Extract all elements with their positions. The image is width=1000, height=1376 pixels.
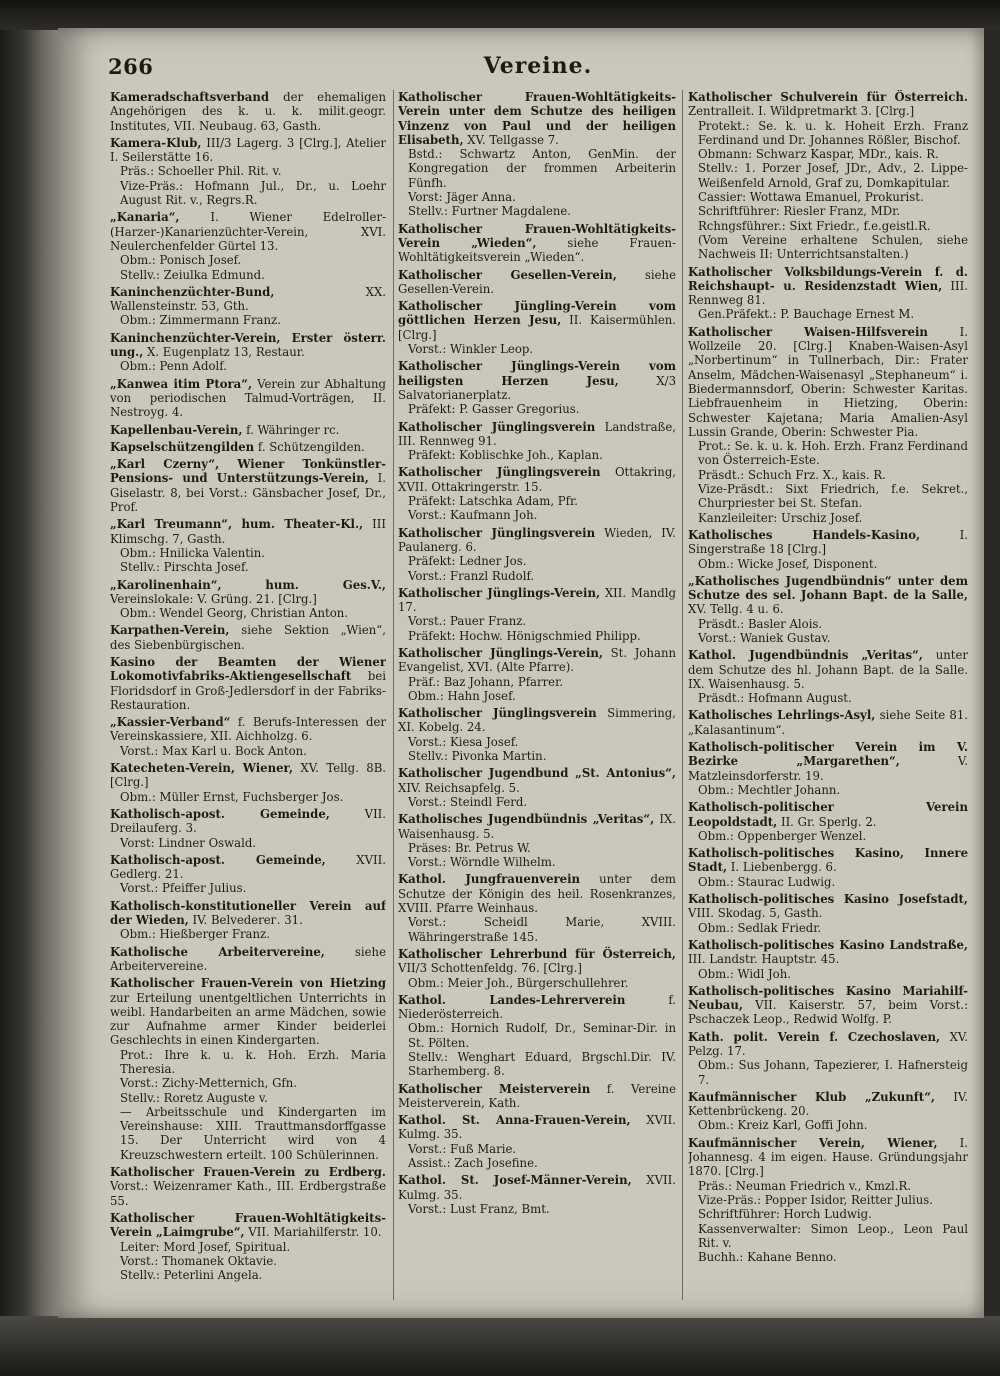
entry-name: Kaninchenzüchter-Bund, [110, 284, 275, 299]
entry-detail-line: Prot.: Ihre k. u. k. Hoh. Erzh. Maria Theresia. [120, 1047, 386, 1076]
directory-entry [398, 812, 676, 869]
entry-detail-line: Präs.: Neuman Friedrich v., Kmzl.R. [698, 1178, 911, 1193]
entry-name: Katholische Arbeitervereine, [110, 944, 325, 959]
entry-text: unter dem Schutze des hl. Johann Bapt. de la Salle. IX. Waisenhausg. 5. [688, 648, 968, 691]
entry-detail-line: Obm.: Wendel Georg, Christian Anton. [120, 606, 349, 621]
entry-detail-line: Vorst.: Lust Franz, Bmt. [408, 1201, 550, 1216]
directory-entry [688, 892, 968, 935]
entry-detail-line: Stellv.: Zeiulka Edmund. [120, 267, 265, 282]
entry-detail-line: Obm.: Staurac Ludwig. [698, 874, 836, 889]
directory-entry [110, 285, 386, 328]
entry-detail-line: Präf.: Baz Johann, Pfarrer. [408, 674, 564, 689]
entry-name: Katholischer Jüngling-Verein vom göttlichen Herzen Jesu, [398, 299, 676, 328]
entry-detail-line: Vorst.: Wörndle Wilhelm. [408, 855, 556, 870]
directory-entry [110, 899, 386, 942]
entry-text: XVII. Kulmg. 35. [398, 1173, 676, 1202]
entry-name: Katholisch-apost. Gemeinde, [110, 852, 326, 867]
entry-detail-line: Stellv.: Roretz Auguste v. [120, 1090, 268, 1105]
entry-name: Katholischer Frauen-Verein von Hietzing [110, 976, 386, 991]
directory-entry [688, 740, 968, 797]
entry-text: II. Gr. Sperlg. 2. [780, 814, 877, 829]
entry-name: Katholischer Frauen-Wohltätigkeits-Verein unter dem Schutze des heiligen Vinzenz von Paul und der heiligen Elisabeth, [398, 90, 676, 147]
directory-entry [688, 938, 968, 981]
entry-name: Kamera-Klub, [110, 135, 202, 150]
entry-detail-line: Obm.: Ponisch Josef. [120, 253, 242, 268]
entry-text: siehe Arbeitervereine. [110, 944, 386, 973]
scan-bottom-edge [0, 1316, 1000, 1376]
entry-text: III. Landstr. Hauptstr. 45. [688, 952, 840, 967]
entry-detail-line: Vize-Präsdt.: Sixt Friedrich, f.e. Sekret., Churpriester bei St. Stefan. [698, 482, 968, 511]
entry-name: Katholisch-politisches Kasino Landstraße, [688, 937, 968, 952]
directory-entry [398, 646, 676, 703]
entry-detail-line: Vorst.: Fuß Marie. [408, 1141, 517, 1156]
entry-detail-line: Präfekt: Latschka Adam, Pfr. [408, 494, 578, 509]
entry-detail-line: Vorst.: Kiesa Josef. [408, 734, 519, 749]
entry-detail-line: Vorst.: Pfeiffer Julius. [120, 881, 247, 896]
directory-entry [110, 440, 386, 454]
entry-name: Katholischer Jünglingsverein [398, 525, 596, 540]
entry-text: Verein zur Abhaltung von periodischen Talmud-Vorträgen, II. Nestroyg. 4. [110, 376, 386, 420]
entry-detail-line: Präfekt: Ledner Jos. [408, 554, 527, 569]
entry-detail-line: Buchh.: Kahane Benno. [698, 1250, 837, 1265]
entry-text: IX. Waisenhausg. 5. [398, 812, 676, 841]
entry-detail-line: Präfekt: P. Gasser Gregorius. [408, 402, 580, 417]
entry-detail-line: Vorst: Jäger Anna. [408, 190, 516, 205]
entry-detail-line: Präses: Br. Petrus W. [408, 840, 531, 855]
entry-text: XV. Tellg. 8B. [Clrg.] [110, 761, 386, 790]
entry-name: Katholisch-politisches Kasino, Innere Stadt, [688, 846, 968, 875]
entry-text: IV. Belvederег. 31. [192, 913, 303, 928]
entry-text: II. Kaisermühlen. [Clrg.] [398, 313, 676, 342]
entry-detail-line: Rchngsführer.: Sixt Friedr., f.e.geistl.R. [698, 218, 931, 233]
entry-name: Kaninchenzüchter-Verein, Erster österr. ung., [110, 330, 386, 360]
entry-text: X/3 Salvatorianerplatz. [398, 373, 676, 402]
scan-top-edge [0, 0, 1000, 30]
entry-name: Katholisch-politischer Verein im V. Bezirke „Margarethen“, [688, 740, 968, 769]
entry-detail-line: Vorst.: Zichy-Metternich, Gfn. [120, 1076, 297, 1091]
entry-text: XX. Wallensteinstr. 53, Gth. [110, 284, 386, 314]
directory-entry [110, 761, 386, 804]
entry-name: Kaufmännischer Klub „Zukunft“, [688, 1089, 935, 1104]
entry-detail-line: Obm.: Sedlak Friedr. [698, 920, 822, 935]
entry-detail-line: Obm.: Oppenberger Wenzel. [698, 828, 867, 843]
entry-name: Katholisch-apost. Gemeinde, [110, 806, 330, 821]
entry-name: Karpathen-Verein, [110, 623, 230, 638]
entry-text: f. Währinger rc. [246, 422, 340, 437]
directory-entry [688, 708, 968, 737]
entry-detail-line: Vize-Präs.: Hofmann Jul., Dr., u. Loehr August Rit. v., Regrs.R. [120, 178, 386, 208]
entry-text: X. Eugenplatz 13, Restaur. [147, 345, 305, 360]
book-spine-edge [0, 0, 62, 1376]
entry-name: Katholischer Jünglings-Verein, [398, 645, 603, 660]
entry-name: Katholischer Frauen-Wohltätigkeits-Verein „Laimgrube“, [110, 1210, 386, 1240]
entry-detail-line: Vorst.: Thomanek Oktavie. [120, 1253, 278, 1268]
column-3 [688, 90, 968, 1300]
entry-detail-line: Präfekt: Koblischke Joh., Kaplan. [408, 448, 603, 463]
directory-entry [110, 1211, 386, 1282]
running-title: Vereine. [483, 53, 593, 79]
page-header [108, 50, 968, 84]
entry-detail-line: Obm.: Hahn Josef. [408, 688, 516, 703]
directory-entry [398, 1082, 676, 1111]
entry-name: Kathol. Jugendbündnis „Veritas“, [688, 648, 923, 663]
directory-entry [110, 90, 386, 133]
entry-name: „Karl Treumann“, hum. Theater-Kl., [110, 517, 364, 532]
entry-text: III/3 Lagerg. 3 [Clrg.], Atelier I. Seilerstätte 16. [110, 135, 386, 165]
entry-detail-line: Obm.: Hießberger Franz. [120, 927, 270, 942]
entry-text: siehe Seite 81. „Kalasantinum“. [688, 708, 968, 737]
entry-name: Katholischer Frauen-Wohltätigkeits-Verein „Wieden“, [398, 221, 676, 250]
directory-entry [110, 976, 386, 1162]
entry-detail-line: Präsdt.: Schuch Frz. X., kais. R. [698, 467, 886, 482]
entry-text: Zentralleit. I. Wildpretmarkt 3. [Clrg.] [688, 104, 915, 119]
entry-detail-line: Stellv.: Peterlini Angela. [120, 1268, 263, 1283]
entry-name: Katholischer Jünglings-Verein vom heiligsten Herzen Jesu, [398, 359, 676, 388]
entry-text: XV. Tellgasse 7. [467, 132, 559, 147]
entry-detail-line: Leiter: Mord Josef, Spiritual. [120, 1239, 291, 1254]
entry-name: Katholischer Gesellen-Verein, [398, 267, 617, 282]
entry-detail-line: Stellv.: Furtner Magdalene. [408, 204, 572, 219]
entry-name: Katholischer Frauen-Verein zu Erdberg. [110, 1165, 386, 1180]
directory-entry [110, 1165, 386, 1208]
entry-detail-line: Obm.: Hnilicka Valentin. [120, 545, 265, 560]
directory-entry [398, 1173, 676, 1216]
directory-entry [110, 210, 386, 281]
directory-entry [688, 528, 968, 571]
entry-text: siehe Gesellen-Verein. [398, 267, 676, 296]
directory-entry [398, 299, 676, 356]
directory-entry [688, 325, 968, 525]
entry-text: siehe Frauen-Wohltätigkeitsverein „Wieden“. [398, 235, 676, 265]
directory-entry [110, 623, 386, 652]
entry-text: I. Giselastr. 8, bei Vorst.: Gänsbacher Josef, Dr., Prof. [110, 471, 386, 515]
entry-text: siehe Sektion „Wien“, des Siebenbürgischen. [110, 623, 386, 652]
entry-detail-line: Gen.Präfekt.: P. Bauchage Ernest M. [698, 307, 915, 322]
entry-detail-line: Vorst.: Pauer Franz. [408, 614, 527, 629]
entry-text: XVII. Kulmg. 35. [398, 1113, 676, 1142]
entry-detail-line: Obm.: Müller Ernst, Fuchsberger Jos. [120, 789, 344, 804]
directory-entry [398, 993, 676, 1079]
entry-detail-line: Assist.: Zach Josefine. [408, 1156, 538, 1171]
entry-name: Kaufmännischer Verein, Wiener, [688, 1135, 938, 1150]
directory-entry [688, 984, 968, 1027]
entry-detail-line: Obm.: Sus Johann, Tapezierer, I. Hafnersteig 7. [698, 1058, 968, 1087]
entry-name: Katholisch-politisches Kasino Josefstadt, [688, 892, 968, 907]
directory-entry [398, 947, 676, 990]
directory-entry [110, 517, 386, 574]
entry-detail-line: Vorst.: Waniek Gustav. [698, 630, 831, 645]
entry-text: XII. Mandlg 17. [398, 585, 676, 615]
entry-detail-line: Obmann: Schwarz Kaspar, MDr., kais. R. [698, 147, 939, 162]
entry-text: Vorst.: Weizenramer Kath., III. Erdbergstraße 55. [110, 1179, 386, 1208]
entry-text: IV. Kettenbrückeng. 20. [688, 1089, 968, 1119]
column-2 [398, 90, 676, 1300]
entry-detail-line: Schriftführer: Horch Ludwig. [698, 1207, 872, 1222]
entry-name: Katholisch-politischer Verein Leopoldstadt, [688, 800, 968, 829]
entry-detail-line: Kassenverwalter: Simon Leop., Leon Paul Rit. v. [698, 1221, 968, 1250]
entry-text: XVII. Gedlerg. 21. [110, 852, 386, 882]
entry-detail-line: Cassier: Wottawa Emanuel, Prokurist. [698, 190, 924, 205]
entry-text: der ehemaligen Angehörigen des k. u. k. milit.geogr. Institutes, VII. Neubaug. 63, Gasth. [110, 90, 386, 133]
entry-detail-line: Vorst.: Max Karl u. Bock Anton. [120, 743, 307, 758]
entry-name: Kath. polit. Verein f. Czechoslaven, [688, 1029, 941, 1044]
directory-entry [398, 586, 676, 643]
entry-name: Katholisches Jugendbündnis „Veritas“, [398, 812, 655, 827]
entry-detail-line: Präs.: Schoeller Phil. Rit. v. [120, 164, 282, 179]
entry-text: VIII. Skodag. 5, Gasth. [688, 906, 823, 921]
entry-name: Kapselschützengilden [110, 439, 255, 454]
directory-entry [110, 423, 386, 437]
directory-entry [688, 800, 968, 843]
entry-name: „Kanwea itim Ptora“, [110, 376, 253, 391]
entry-detail-line: Obm.: Zimmermann Franz. [120, 313, 281, 328]
entry-name: Katholischer Lehrerbund für Österreich, [398, 946, 676, 961]
entry-text: VII. Kaiserstr. 57, beim Vorst.: Pschaczek Leop., Redwid Wolfg. P. [688, 998, 968, 1027]
entry-text: VII/3 Schottenfeldg. 76. [Clrg.] [398, 961, 582, 976]
entry-detail-line: Obm.: Hornich Rudolf, Dr., Seminar-Dir. in St. Pölten. [408, 1021, 676, 1050]
entry-detail-line: Stellv.: 1. Porzer Josef, JDr., Adv., 2. Lippe-Weißenfeld Arnold, Graf zu, Domkapitular. [698, 161, 968, 190]
entry-detail-line: Schriftführer: Riesler Franz, MDr. [698, 204, 901, 219]
directory-entry [110, 136, 386, 207]
entry-detail-line: Protekt.: Se. k. u. k. Hoheit Erzh. Franz Ferdinand und Dr. Johannes Rößler, Bischof. [698, 118, 968, 147]
entry-detail-line: Obm.: Penn Adolf. [120, 359, 227, 374]
entry-text: bei Floridsdorf in Groß-Jedlersdorf in der Fabriks-Restauration. [110, 669, 386, 712]
entry-name: Katecheten-Verein, Wiener, [110, 761, 293, 776]
entry-name: Kathol. St. Josef-Männer-Verein, [398, 1173, 632, 1188]
entry-name: „Karolinenhain“, hum. Ges.V., [110, 577, 386, 592]
entry-text: XV. Tellg. 4 u. 6. [688, 602, 784, 617]
book-page [58, 28, 984, 1318]
directory-entry [688, 846, 968, 889]
page-number: 266 [108, 54, 154, 79]
directory-entry [398, 1113, 676, 1170]
entry-text: zur Erteilung unentgeltlichen Unterrichts in weibl. Handarbeiten an arme Mädchen, sowie zur Aufnahme armer Kinder beiderlei Geschlechts in einen Kindergarten. [110, 990, 386, 1048]
entry-text: I. Liebenbergg. 6. [730, 860, 837, 875]
entry-text: VII. Dreilauferg. 3. [110, 806, 386, 836]
entry-name: Katholisch-politisches Kasino Mariahilf-Neubau, [688, 983, 968, 1013]
entry-detail-line: Vorst: Lindner Oswald. [120, 835, 257, 850]
entry-detail-line: Stellv.: Wenghart Eduard, Brgschl.Dir. IV. Starhemberg. 8. [408, 1050, 676, 1079]
directory-entry [110, 945, 386, 974]
entry-name: Katholischer Jünglingsverein [398, 706, 597, 721]
entry-detail-line: Präfekt: Hochw. Hönigschmied Philipp. [408, 628, 641, 643]
entry-name: „Kassier-Verband“ [110, 715, 231, 730]
entry-name: Kasino der Beamten der Wiener Lokomotivfabriks-Aktiengesellschaft [110, 654, 386, 684]
directory-entry [398, 766, 676, 809]
entry-text: Simmering, XI. Kobelg. 24. [398, 706, 676, 735]
entry-name: Katholisches Handels-Kasino, [688, 527, 921, 542]
entry-name: Kathol. Jungfrauenverein [398, 872, 581, 887]
column-1 [110, 90, 386, 1300]
directory-entry [398, 268, 676, 297]
entry-detail-line: Vize-Präs.: Popper Isidor, Reitter Julius. [698, 1192, 933, 1207]
entry-detail-line: Kanzleileiter: Urschiz Josef. [698, 510, 863, 525]
directory-entry [688, 1090, 968, 1133]
directory-entry [688, 1136, 968, 1265]
entry-text: I. Johannesg. 4 im eigen. Hause. Gründungsjahr 1870. [Clrg.] [688, 1135, 968, 1179]
entry-text: Landstraße, III. Rennweg 91. [398, 419, 676, 448]
directory-entry [110, 457, 386, 514]
entry-text: VII. Mariahilferstr. 10. [248, 1225, 382, 1240]
entry-text: V. Matzleinsdorferstr. 19. [688, 754, 968, 783]
entry-text: III Klimschg. 7, Gasth. [110, 517, 386, 546]
entry-name: Katholischer Jünglingsverein [398, 419, 596, 434]
directory-entry [398, 359, 676, 416]
entry-text: XV. Pelzg. 17. [688, 1029, 968, 1058]
entry-text: f. Niederösterreich. [398, 992, 676, 1022]
column-rule [682, 90, 683, 1300]
entry-detail-line: Prot.: Se. k. u. k. Hoh. Erzh. Franz Ferdinand von Österreich-Este. [698, 439, 968, 468]
directory-entry [688, 90, 968, 262]
entry-detail-line: Präsdt.: Hofmann August. [698, 691, 852, 706]
directory-entry [398, 526, 676, 583]
entry-text: I. Singerstraße 18 [Clrg.] [688, 527, 968, 557]
entry-detail-line: — Arbeitsschule und Kindergarten im Vereinshause: XIII. Trauttmansdorffgasse 15. Der Unterricht wird von 4 Kreuzschwestern erteilt. 100 Schülerinnen. [120, 1104, 386, 1162]
entry-detail-line: Vorst.: Winkler Leop. [408, 342, 534, 357]
entry-detail-line: Obm.: Widl Joh. [698, 966, 791, 981]
directory-entry [688, 574, 968, 645]
directory-entry [110, 715, 386, 758]
entry-text: I. Wiener Edelroller-(Harzer-)Kanarienzüchter-Verein, XVI. Neulerchenfelder Gürtel 13. [110, 210, 386, 253]
directory-entry [688, 648, 968, 705]
column-rule [393, 90, 394, 1300]
entry-detail-line: Vorst.: Franzl Rudolf. [408, 568, 535, 583]
entry-name: Katholischer Jünglings-Verein, [398, 585, 601, 600]
entry-detail-line: Stellv.: Pirschta Josef. [120, 560, 249, 575]
entry-text: Wieden, IV. Paulanerg. 6. [398, 525, 676, 554]
entry-name: Katholischer Meisterverein [398, 1081, 591, 1096]
directory-entry [398, 872, 676, 943]
directory-entry [110, 331, 386, 374]
entry-name: Katholisch-konstitutioneller Verein auf der Wieden, [110, 898, 386, 928]
directory-entry [398, 222, 676, 265]
entry-text: unter dem Schutze der Königin des heil. Rosenkranzes, XVIII. Pfarre Weinhaus. [398, 872, 676, 916]
directory-entry [398, 420, 676, 463]
entry-text: f. Berufs-Interessen der Vereinskassiere, XII. Aichholzg. 6. [110, 715, 386, 744]
entry-name: Katholischer Waisen-Hilfsverein [688, 324, 928, 339]
entry-name: Katholischer Schulverein für Österreich. [688, 90, 968, 104]
entry-name: Kameradschaftsverband [110, 90, 270, 104]
entry-detail-line: Obm.: Wicke Josef, Disponent. [698, 556, 878, 571]
entry-detail-line: Obm.: Meier Joh., Bürgerschullehrer. [408, 975, 629, 990]
entry-name: Kathol. Landes-Lehrerverein [398, 992, 626, 1007]
entry-name: Katholischer Jünglingsverein [398, 465, 601, 480]
entry-name: „Katholisches Jugendbündnis“ unter dem Schutze des sel. Johann Bapt. de la Salle, [688, 573, 968, 603]
entry-name: Kathol. St. Anna-Frauen-Verein, [398, 1113, 631, 1128]
directory-entry [398, 90, 676, 219]
entry-detail-line: Vorst.: Kaufmann Joh. [408, 508, 538, 523]
entry-text: XIV. Reichsapfelg. 5. [398, 780, 520, 795]
entry-text: St. Johann Evangelist, XVI. (Alte Pfarre). [398, 645, 676, 675]
entry-detail-line: Vorst.: Steindl Ferd. [408, 794, 528, 809]
entry-name: Katholisches Lehrlings-Asyl, [688, 708, 876, 723]
entry-detail-line: Vorst.: Scheidl Marie, XVIII. Währingerstraße 145. [408, 915, 676, 944]
entry-text: f. Vereine Meisterverein, Kath. [398, 1081, 676, 1110]
entry-text: Vereinslokale: V. Grüng. 21. [Clrg.] [110, 591, 317, 606]
directory-entry [110, 578, 386, 621]
directory-entry [110, 655, 386, 712]
entry-text: I. Wollzeile 20. [Clrg.] Knaben-Waisen-Asyl „Norbertinum“ in Tullnerbach, Dir.: Frater Anselm, Mädchen-Waisenasyl „Stephaneum“ i. Biedermannsdorf, Oberin: Schwester Karitas. Liebfrauenheim in Hietzing, Oberin: Schwester Kajetana; Maria Amalien-Asyl Lussin Grande, Oberin: Schwester Pia. [688, 324, 968, 439]
directory-entry [398, 706, 676, 763]
directory-entry [688, 265, 968, 322]
entry-text: III. Rennweg 81. [688, 278, 968, 308]
entry-detail-line: Obm.: Mechtler Johann. [698, 782, 841, 797]
entry-text: Ottakring, XVII. Ottakringerstr. 15. [398, 465, 676, 494]
entry-detail-line: Obm.: Kreiz Karl, Goffi John. [698, 1118, 868, 1133]
directory-entry [110, 853, 386, 896]
entry-name: „Kanaria“, [110, 210, 180, 225]
entry-name: Katholischer Jugendbund „St. Antonius“, [398, 766, 676, 781]
entry-detail-line: Stellv.: Pivonka Martin. [408, 749, 547, 764]
entry-name: Kapellenbau-Verein, [110, 422, 243, 437]
directory-entry [110, 377, 386, 420]
entry-detail-line: Bstd.: Schwartz Anton, GenMin. der Kongregation der frommen Arbeiterin Fünfh. [408, 147, 676, 190]
entry-name: Katholischer Volksbildungs-Verein f. d. Reichshaupt- u. Residenzstadt Wien, [688, 264, 968, 293]
entry-text: f. Schützengilden. [257, 439, 365, 454]
directory-entry [110, 807, 386, 850]
entry-detail-line: (Vom Vereine erhaltene Schulen, siehe Nachweis II: Unterrichtsanstalten.) [698, 232, 968, 262]
entry-name: „Karl Czerny“, Wiener Tonkünstler-Pensions- und Unterstützungs-Verein, [110, 457, 386, 486]
directory-entry [688, 1030, 968, 1087]
entry-detail-line: Präsdt.: Basler Alois. [698, 616, 823, 631]
directory-entry [398, 465, 676, 522]
